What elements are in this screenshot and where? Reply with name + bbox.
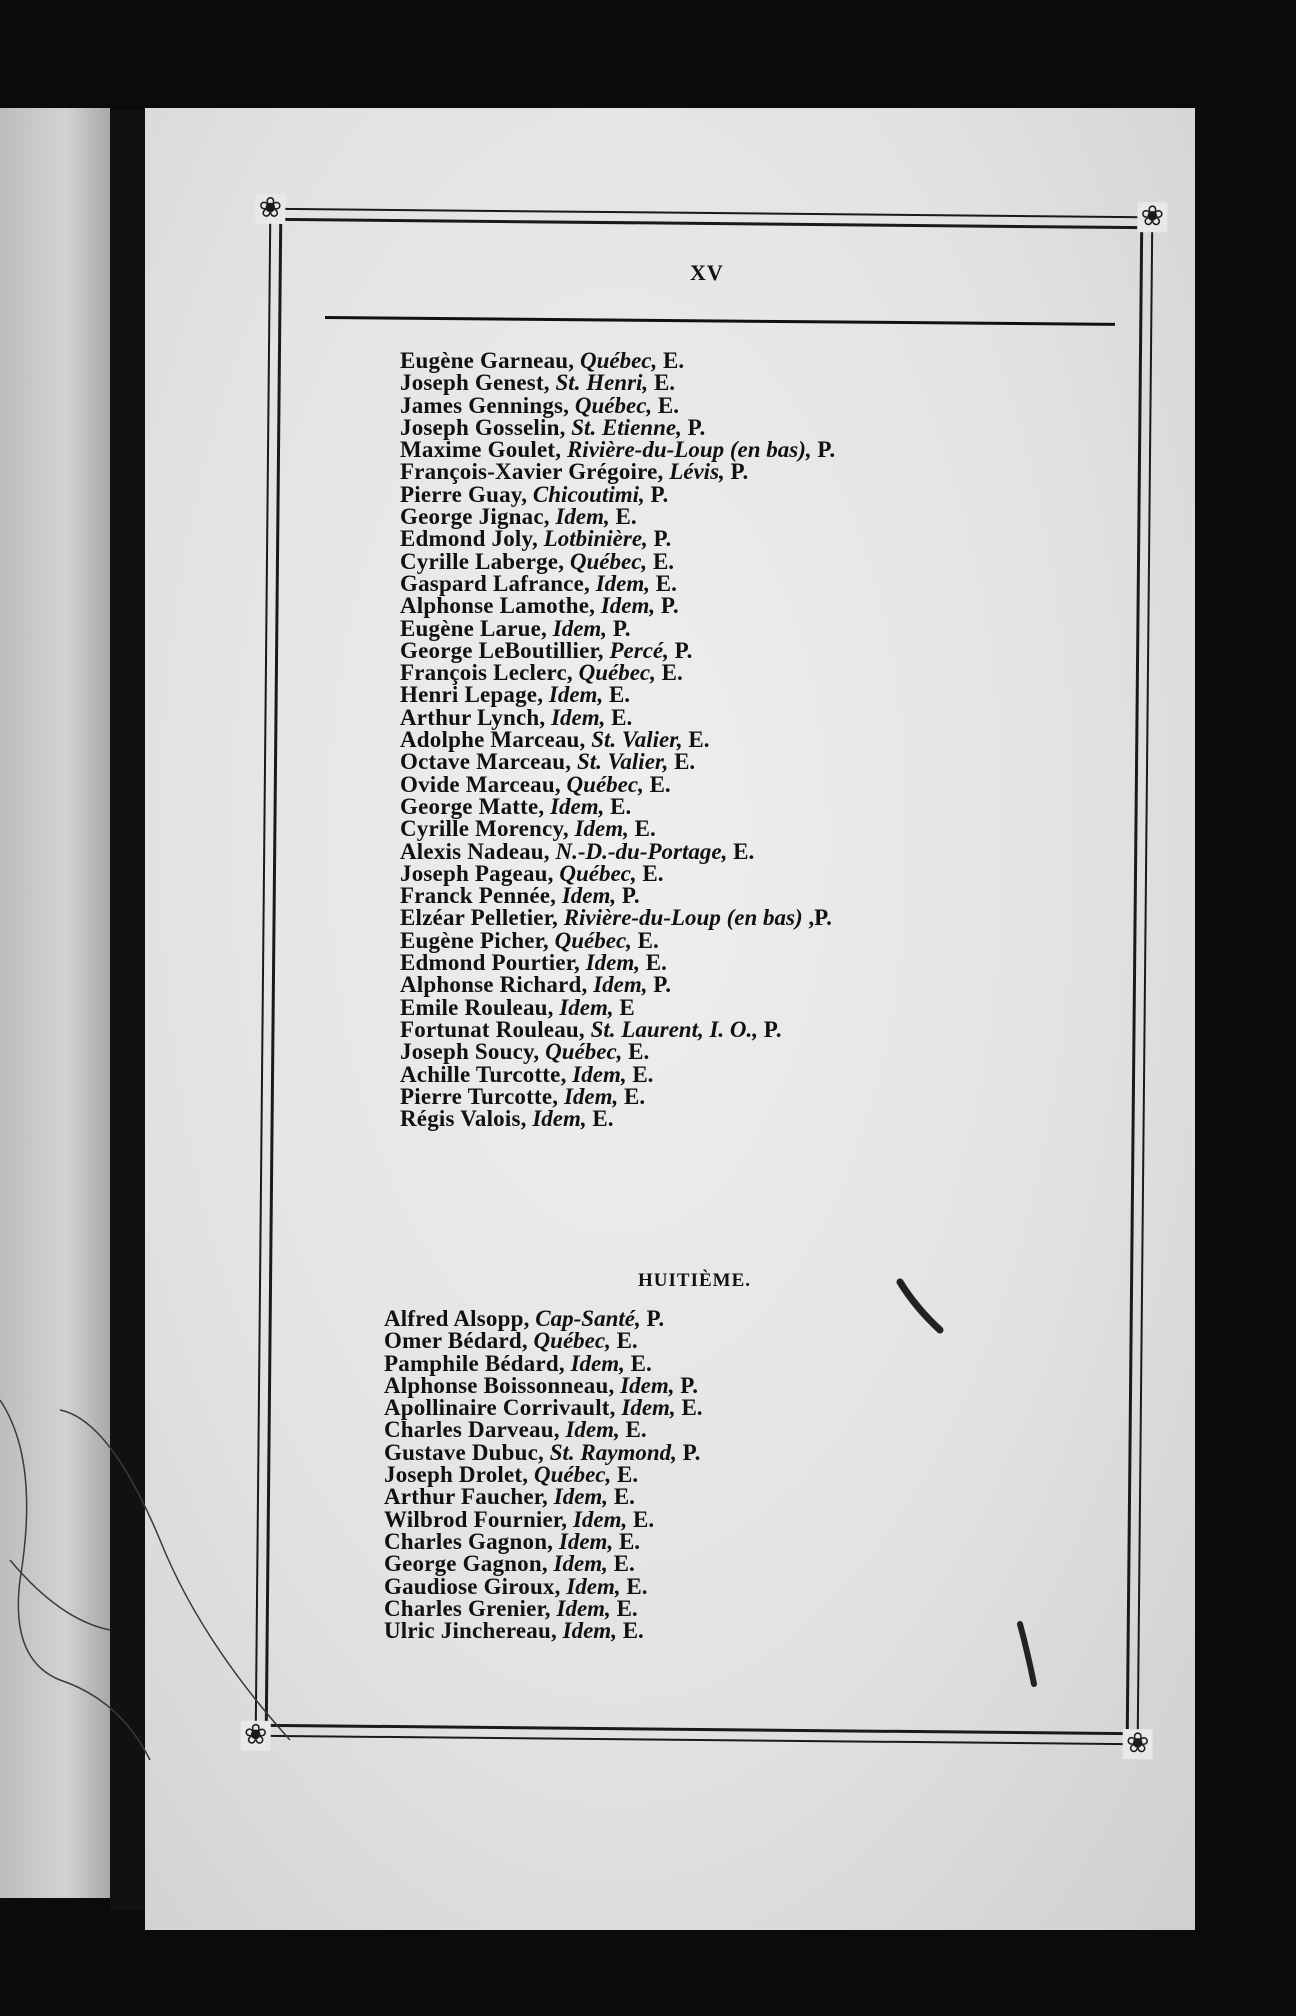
list-entry bbox=[384, 1397, 1104, 1419]
place-name: Québec, bbox=[579, 348, 658, 373]
status-code: E. bbox=[625, 1417, 647, 1443]
list-entry bbox=[400, 350, 1120, 372]
status-code: P. bbox=[763, 1016, 782, 1042]
place-name: Idem, bbox=[552, 615, 608, 641]
person-name: Joseph Soucy, bbox=[400, 1039, 540, 1065]
person-name: Eugène Larue, bbox=[400, 615, 547, 641]
person-name: Alexis Nadeau, bbox=[400, 838, 550, 864]
status-code: P. bbox=[653, 526, 672, 552]
status-code: E. bbox=[674, 749, 696, 775]
place-name: Idem, bbox=[562, 1618, 617, 1644]
list-entry bbox=[384, 1330, 1104, 1352]
place-name: Idem, bbox=[555, 504, 610, 530]
status-code: P. bbox=[653, 972, 671, 998]
list-entry bbox=[400, 994, 1120, 1020]
place-name: Idem, bbox=[550, 793, 605, 819]
list-entry bbox=[400, 952, 1120, 974]
status-code: E. bbox=[630, 1350, 652, 1376]
person-name: Gustave Dubuc, bbox=[384, 1439, 544, 1465]
place-name: Québec, bbox=[569, 548, 648, 574]
status-code: E. bbox=[663, 348, 685, 373]
list-entry bbox=[400, 729, 1120, 751]
person-name: Edmond Joly, bbox=[400, 526, 538, 552]
place-name: Idem, bbox=[570, 1350, 625, 1376]
status-code: E. bbox=[616, 1462, 639, 1488]
paper-blemish bbox=[1012, 1620, 1042, 1690]
list-entry bbox=[384, 1528, 1104, 1554]
corner-ornament-icon: ❀ bbox=[241, 1721, 271, 1751]
person-name: Pamphile Bédard, bbox=[384, 1350, 565, 1376]
place-name: Idem, bbox=[621, 1395, 676, 1421]
list-entry bbox=[400, 684, 1120, 706]
person-name: Achille Turcotte, bbox=[400, 1061, 567, 1087]
corner-ornament-icon: ❀ bbox=[1137, 202, 1167, 232]
person-name: George Matte, bbox=[400, 793, 545, 819]
place-name: Percé, bbox=[609, 637, 669, 663]
list-entry bbox=[400, 885, 1120, 907]
status-code: E. bbox=[616, 1328, 638, 1354]
list-entry bbox=[384, 1372, 1104, 1398]
list-entry bbox=[384, 1573, 1104, 1599]
list-entry bbox=[400, 414, 1120, 440]
status-code: E. bbox=[657, 392, 680, 418]
place-name: Cap-Santé, bbox=[535, 1306, 641, 1331]
list-entry bbox=[400, 793, 1120, 819]
status-code: P. bbox=[817, 437, 836, 463]
place-name: Chicoutimi, bbox=[532, 481, 645, 507]
place-name: Idem, bbox=[553, 1484, 609, 1510]
status-code: E bbox=[619, 994, 635, 1020]
name-list-huitieme bbox=[384, 1308, 1104, 1642]
list-entry bbox=[400, 662, 1120, 684]
person-name: François Leclerc, bbox=[400, 660, 573, 686]
status-code: E. bbox=[634, 816, 656, 842]
list-entry bbox=[384, 1464, 1104, 1486]
person-name: Charles Gagnon, bbox=[384, 1528, 554, 1554]
status-code: P. bbox=[650, 481, 669, 507]
status-code: P. bbox=[674, 637, 693, 663]
list-entry bbox=[384, 1308, 1104, 1330]
place-name: Idem, bbox=[572, 1061, 627, 1087]
person-name: Joseph Drolet, bbox=[384, 1462, 529, 1488]
status-code: E. bbox=[632, 1061, 654, 1087]
person-name: Wilbrod Fournier, bbox=[384, 1506, 568, 1532]
list-entry bbox=[384, 1350, 1104, 1376]
status-code: E. bbox=[592, 1106, 614, 1132]
corner-ornament-icon: ❀ bbox=[255, 194, 285, 224]
list-entry bbox=[400, 637, 1120, 663]
place-name: Lévis, bbox=[669, 459, 725, 485]
list-entry bbox=[384, 1486, 1104, 1508]
list-entry bbox=[400, 570, 1120, 596]
person-name: Alphonse Boissonneau, bbox=[384, 1372, 615, 1398]
status-code: E. bbox=[624, 1083, 646, 1109]
status-code: E. bbox=[611, 704, 633, 730]
person-name: Pierre Turcotte, bbox=[400, 1083, 559, 1109]
place-name: Idem, bbox=[566, 1573, 621, 1599]
list-entry bbox=[400, 595, 1120, 617]
status-code: E. bbox=[613, 1484, 635, 1510]
section-heading: HUITIÈME. bbox=[638, 1270, 751, 1291]
status-code: E. bbox=[688, 727, 710, 753]
place-name: Québec, bbox=[566, 771, 644, 797]
person-name: Pierre Guay, bbox=[400, 481, 528, 507]
person-name: Alphonse Richard, bbox=[400, 972, 588, 998]
person-name: Joseph Genest, bbox=[400, 370, 550, 396]
list-entry bbox=[400, 1108, 1120, 1130]
status-code: P. bbox=[660, 593, 679, 619]
place-name: St. Henri, bbox=[555, 370, 649, 396]
list-entry bbox=[400, 927, 1120, 953]
person-name: George Jignac, bbox=[400, 504, 550, 530]
place-name: Idem, bbox=[585, 950, 641, 976]
status-code: P. bbox=[730, 459, 749, 485]
person-name: Maxime Goulet, bbox=[400, 437, 562, 463]
person-name: Arthur Faucher, bbox=[384, 1484, 548, 1510]
place-name: Idem, bbox=[563, 1083, 619, 1109]
place-name: St. Etienne, bbox=[571, 414, 682, 440]
place-name: Idem, bbox=[561, 883, 617, 909]
list-entry bbox=[384, 1620, 1104, 1642]
list-entry bbox=[400, 860, 1120, 886]
status-code: E. bbox=[661, 660, 683, 686]
person-name: Joseph Pageau, bbox=[400, 860, 554, 886]
place-name: N.-D.-du-Portage, bbox=[555, 838, 728, 864]
status-code: P. bbox=[687, 414, 706, 440]
place-name: Lotbinière, bbox=[543, 526, 648, 552]
place-name: Idem, bbox=[553, 1551, 608, 1577]
place-name: Rivière-du-Loup (en bas), bbox=[566, 437, 812, 463]
list-entry bbox=[400, 372, 1120, 394]
place-name: Idem, bbox=[559, 994, 614, 1020]
place-name: Idem, bbox=[620, 1372, 675, 1398]
person-name: Cyrille Morency, bbox=[400, 816, 569, 842]
status-code: E. bbox=[613, 1551, 635, 1577]
place-name: Idem, bbox=[556, 1595, 611, 1621]
person-name: Eugène Picher, bbox=[400, 927, 549, 953]
place-name: Rivière-du-Loup (en bas) bbox=[563, 905, 803, 931]
stray-thread bbox=[0, 1380, 300, 1780]
status-code: E. bbox=[637, 927, 659, 953]
status-code: P. bbox=[612, 615, 631, 641]
person-name: Joseph Gosselin, bbox=[400, 414, 566, 440]
status-code: E. bbox=[633, 1506, 655, 1532]
list-entry bbox=[384, 1553, 1104, 1575]
place-name: St. Raymond, bbox=[549, 1439, 677, 1465]
list-entry bbox=[400, 392, 1120, 418]
paper-blemish bbox=[896, 1278, 946, 1338]
status-code: P. bbox=[680, 1372, 698, 1398]
person-name: Elzéar Pelletier, bbox=[400, 905, 558, 931]
place-name: Québec, bbox=[578, 660, 656, 686]
list-entry bbox=[400, 704, 1120, 730]
place-name: Idem, bbox=[551, 704, 606, 730]
person-name: Régis Valois, bbox=[400, 1106, 527, 1132]
list-entry bbox=[400, 1016, 1120, 1042]
list-entry bbox=[400, 751, 1120, 773]
corner-ornament-icon: ❀ bbox=[1123, 1729, 1153, 1759]
list-entry bbox=[400, 974, 1120, 996]
person-name: George LeBoutillier, bbox=[400, 637, 604, 663]
status-code: P. bbox=[621, 883, 640, 909]
list-entry bbox=[384, 1506, 1104, 1532]
status-code: E. bbox=[655, 570, 677, 596]
list-entry bbox=[400, 439, 1120, 461]
person-name: Adolphe Marceau, bbox=[400, 727, 586, 753]
person-name: Alfred Alsopp, bbox=[384, 1306, 530, 1331]
list-entry bbox=[400, 818, 1120, 840]
status-code: P. bbox=[646, 1306, 665, 1331]
place-name: Québec, bbox=[554, 927, 632, 953]
place-name: Idem, bbox=[558, 1528, 614, 1554]
person-name: Emile Rouleau, bbox=[400, 994, 554, 1020]
status-code: E. bbox=[618, 1528, 641, 1554]
status-code: E. bbox=[615, 504, 637, 530]
person-name: Octave Marceau, bbox=[400, 749, 572, 775]
person-name: Franck Pennée, bbox=[400, 883, 557, 909]
list-entry bbox=[384, 1439, 1104, 1465]
place-name: Idem, bbox=[593, 972, 648, 998]
list-entry bbox=[384, 1419, 1104, 1441]
status-code: ,P. bbox=[808, 905, 832, 931]
person-name: George Gagnon, bbox=[384, 1551, 548, 1577]
status-code: E. bbox=[642, 860, 664, 886]
place-name: Idem, bbox=[548, 682, 604, 708]
list-entry bbox=[400, 481, 1120, 507]
status-code: E. bbox=[653, 370, 676, 396]
person-name: Omer Bédard, bbox=[384, 1328, 528, 1354]
status-code: E. bbox=[622, 1618, 644, 1644]
place-name: Idem, bbox=[600, 593, 656, 619]
person-name: Gaspard Lafrance, bbox=[400, 570, 590, 596]
place-name: Québec, bbox=[533, 1462, 612, 1488]
status-code: E. bbox=[652, 548, 675, 574]
list-entry bbox=[400, 615, 1120, 641]
person-name: Fortunat Rouleau, bbox=[400, 1016, 585, 1042]
person-name: Charles Grenier, bbox=[384, 1595, 551, 1621]
status-code: E. bbox=[733, 838, 755, 864]
place-name: Idem, bbox=[572, 1506, 628, 1532]
status-code: E. bbox=[626, 1573, 648, 1599]
list-entry bbox=[400, 506, 1120, 528]
status-code: E. bbox=[608, 682, 631, 708]
list-entry bbox=[400, 461, 1120, 483]
place-name: Québec, bbox=[545, 1039, 623, 1065]
status-code: E. bbox=[681, 1395, 703, 1421]
person-name: Alphonse Lamothe, bbox=[400, 593, 596, 619]
status-code: E. bbox=[628, 1039, 650, 1065]
place-name: St. Valier, bbox=[576, 749, 669, 775]
place-name: Idem, bbox=[565, 1417, 620, 1443]
person-name: Gaudiose Giroux, bbox=[384, 1573, 561, 1599]
page-number: XV bbox=[690, 260, 724, 285]
place-name: St. Laurent, I. O., bbox=[590, 1016, 759, 1042]
status-code: E. bbox=[616, 1595, 638, 1621]
place-name: Québec, bbox=[533, 1328, 611, 1354]
name-list-continued bbox=[400, 350, 1120, 1130]
list-entry bbox=[400, 1041, 1120, 1063]
place-name: Québec, bbox=[574, 392, 653, 418]
person-name: Arthur Lynch, bbox=[400, 704, 546, 730]
person-name: James Gennings, bbox=[400, 392, 570, 418]
status-code: P. bbox=[682, 1439, 701, 1465]
place-name: Idem, bbox=[532, 1106, 587, 1132]
person-name: Eugène Garneau, bbox=[400, 348, 575, 373]
person-name: François-Xavier Grégoire, bbox=[400, 459, 664, 485]
list-entry bbox=[400, 771, 1120, 797]
status-code: E. bbox=[610, 793, 632, 819]
list-entry bbox=[400, 548, 1120, 574]
list-entry bbox=[400, 1061, 1120, 1087]
place-name: Idem, bbox=[574, 816, 629, 842]
status-code: E. bbox=[649, 771, 671, 797]
person-name: Edmond Pourtier, bbox=[400, 950, 580, 976]
list-entry bbox=[400, 838, 1120, 864]
person-name: Ovide Marceau, bbox=[400, 771, 561, 797]
list-entry bbox=[400, 907, 1120, 929]
person-name: Cyrille Laberge, bbox=[400, 548, 565, 574]
person-name: Ulric Jinchereau, bbox=[384, 1618, 557, 1644]
place-name: St. Valier, bbox=[591, 727, 683, 753]
status-code: E. bbox=[645, 950, 667, 976]
person-name: Apollinaire Corrivault, bbox=[384, 1395, 616, 1421]
list-entry bbox=[400, 528, 1120, 550]
place-name: Québec, bbox=[559, 860, 637, 886]
list-entry bbox=[384, 1595, 1104, 1621]
person-name: Charles Darveau, bbox=[384, 1417, 560, 1443]
list-entry bbox=[400, 1083, 1120, 1109]
place-name: Idem, bbox=[595, 570, 651, 596]
person-name: Henri Lepage, bbox=[400, 682, 544, 708]
